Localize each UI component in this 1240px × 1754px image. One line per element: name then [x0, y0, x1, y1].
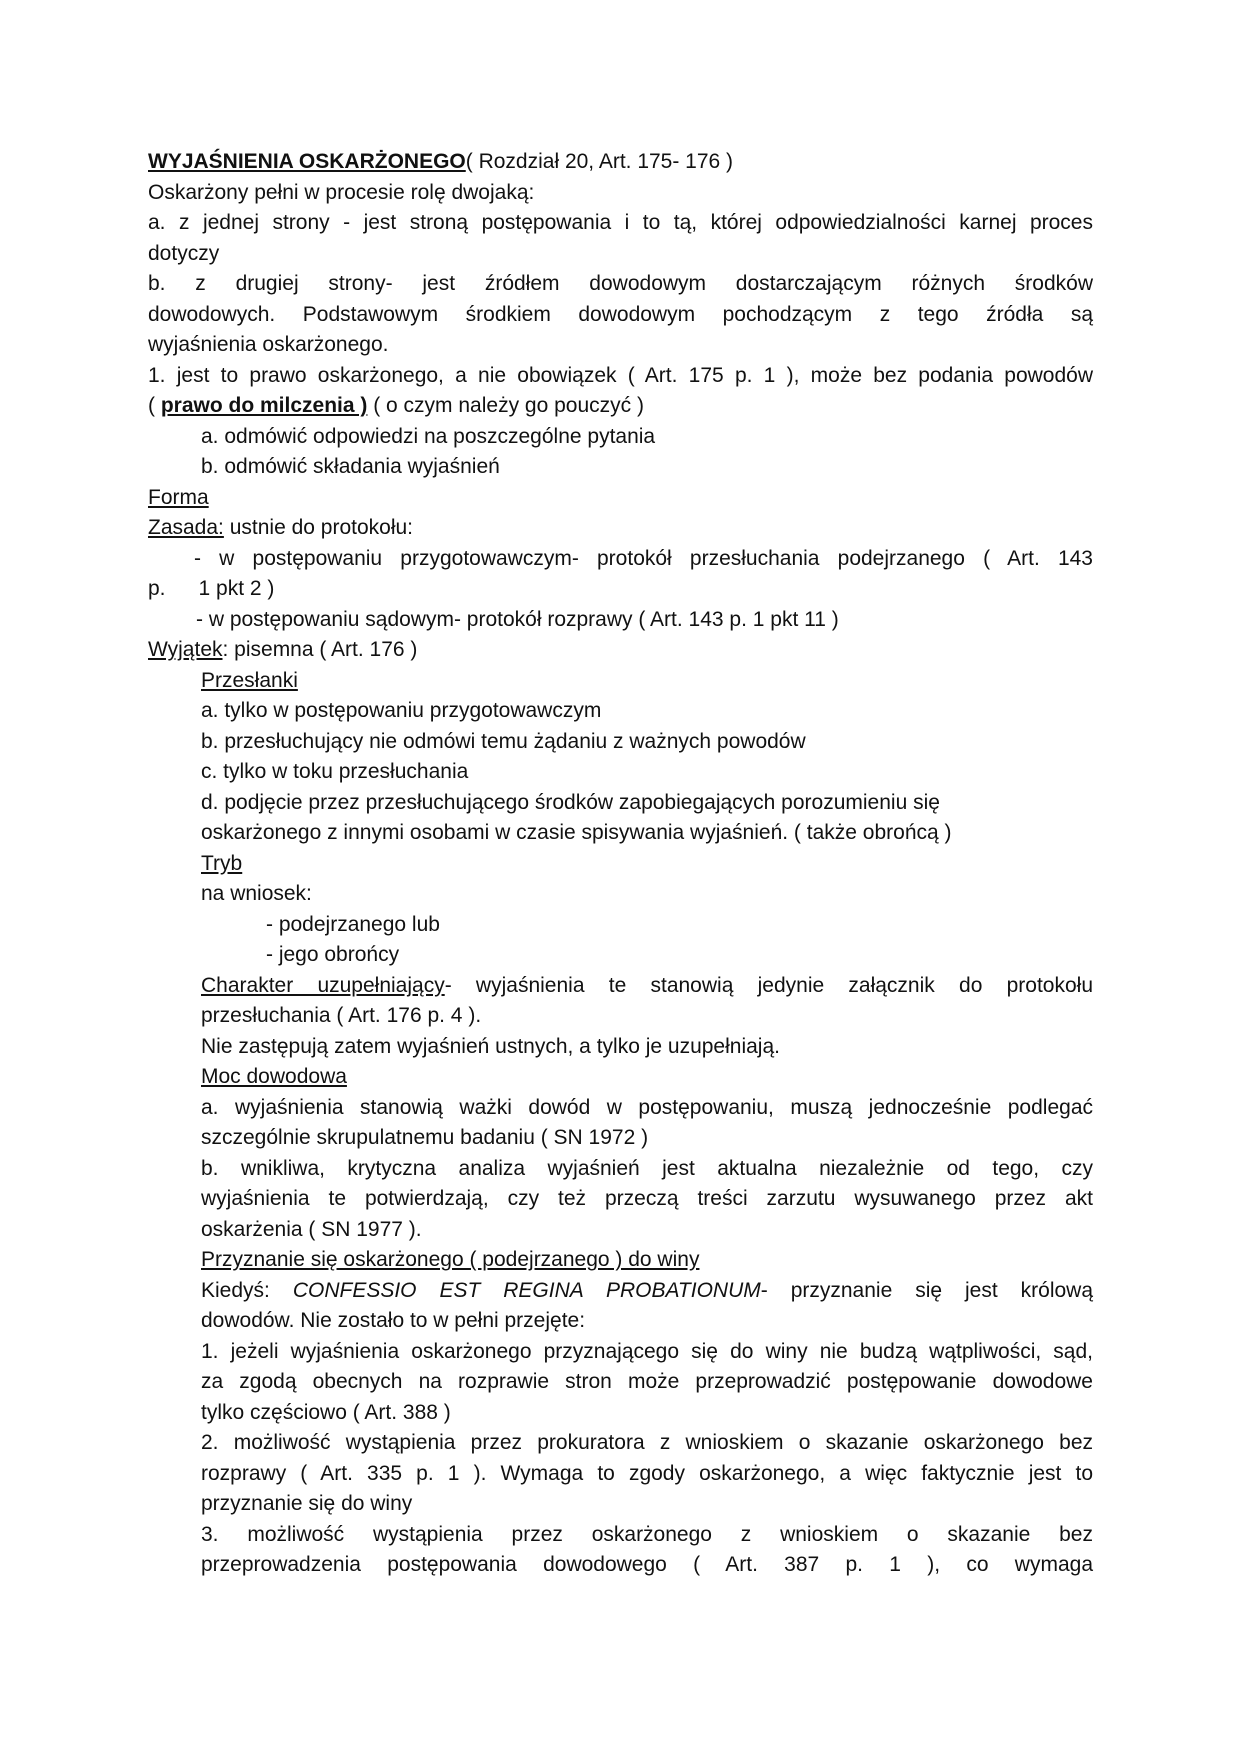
moc-heading: Moc dowodowa: [201, 1065, 347, 1088]
przyznanie-p1-line1: 1. jeżeli wyjaśnienia oskarżonego przyznającego się do winy nie budzą wątpliwości, sąd,: [201, 1339, 1093, 1363]
forma-item1-pkt: 1 pkt 2 ): [198, 577, 275, 600]
forma-item2: - w postępowaniu sądowym- protokół rozprawy ( Art. 143 p. 1 pkt 11 ): [196, 607, 839, 631]
point1-line2: [148, 391, 1093, 422]
przyznanie-kiedys-line1: [148, 1276, 1093, 1307]
tryb-item2: - jego obrońcy: [266, 943, 400, 966]
przyznanie-p1-line3: tylko częściowo ( Art. 388 ): [201, 1400, 451, 1424]
przeslanki-d-line1: d. podjęcie przez przesłuchującego środków zapobiegających porozumieniu się: [201, 790, 940, 814]
tryb-item1: - podejrzanego lub: [266, 912, 440, 936]
przeslanki-heading: Przesłanki: [201, 668, 298, 692]
przyznanie-p2-line2: rozprawy ( Art. 335 p. 1 ). Wymaga to zgody oskarżonego, a więc faktycznie jest to: [201, 1461, 1093, 1485]
right-to-silence-term: prawo do milczenia ): [160, 394, 368, 417]
forma-item1-line1: - w postępowaniu przygotowawczym- protokół przesłuchania podejrzanego ( Art. 143: [194, 546, 1093, 570]
intro-a-line1: a. z jednej strony - jest stroną postępowania i to tą, której odpowiedzialności karnej proces: [148, 211, 1093, 234]
tryb-text: na wniosek:: [201, 882, 312, 905]
zasada-label: Zasada:: [148, 516, 224, 539]
wyjatek-text: : pisemna ( Art. 176 ): [222, 638, 418, 661]
forma-heading: Forma: [148, 485, 209, 509]
document-title: WYJAŚNIENIA OSKARŻONEGO: [148, 150, 466, 173]
intro-line: Oskarżony pełni w procesie rolę dwojaką:: [148, 180, 535, 204]
heading-line: [148, 147, 1093, 178]
przeslanki-d-line2: oskarżonego z innymi osobami w czasie spisywania wyjaśnień. ( także obrońcą ): [201, 821, 952, 844]
forma-item1-line2: [148, 574, 1093, 605]
kiedys-label: Kiedyś:: [201, 1278, 293, 1302]
przyznanie-p2-line3: przyznanie się do winy: [201, 1492, 413, 1515]
kiedys-text: - przyznanie się jest królową: [760, 1278, 1094, 1302]
przeslanki-b: b. przesłuchujący nie odmówi temu żądaniu z ważnych powodów: [201, 729, 806, 753]
przyznanie-p3-line2: przeprowadzenia postępowania dowodowego ( Art. 387 p. 1 ), co wymaga: [201, 1553, 1093, 1576]
przyznanie-kiedys-line2: dowodów. Nie zostało to w pełni przejęte:: [201, 1309, 586, 1332]
point1-option-b: b. odmówić składania wyjaśnień: [201, 455, 500, 478]
moc-b-line2: wyjaśnienia te potwierdzają, czy też przeczą treści zarzutu wysuwanego przez akt: [201, 1187, 1093, 1210]
intro-a-line2: dotyczy: [148, 241, 220, 265]
point1-option-a: a. odmówić odpowiedzi na poszczególne pytania: [201, 424, 656, 448]
moc-a-line1: a. wyjaśnienia stanowią ważki dowód w postępowaniu, muszą jednocześnie podlegać: [201, 1095, 1093, 1119]
przeslanki-a: a. tylko w postępowaniu przygotowawczym: [201, 699, 602, 722]
charakter-label: Charakter uzupełniający: [201, 973, 445, 997]
intro-b-line1: b. z drugiej strony- jest źródłem dowodowym dostarczającym różnych środków: [148, 272, 1093, 295]
point1-line1: 1. jest to prawo oskarżonego, a nie obowiązek ( Art. 175 p. 1 ), może bez podania powodów: [148, 363, 1093, 387]
heading-reference: ( Rozdział 20, Art. 175- 176 ): [465, 150, 734, 173]
charakter-line2: przesłuchania ( Art. 176 p. 4 ).: [201, 1004, 482, 1027]
moc-b-line1: b. wnikliwa, krytyczna analiza wyjaśnień jest aktualna niezależnie od tego, czy: [201, 1156, 1093, 1180]
latin-maxim: CONFESSIO EST REGINA PROBATIONUM: [292, 1278, 761, 1302]
zasada-text: ustnie do protokołu:: [223, 516, 414, 539]
point1-open-paren: (: [148, 394, 161, 417]
zasada-line: [148, 513, 1093, 544]
tryb-heading: Tryb: [201, 851, 243, 875]
przyznanie-p3-line1: 3. możliwość wystąpienia przez oskarżonego z wnioskiem o skazanie bez: [201, 1522, 1093, 1546]
point1-note: ( o czym należy go pouczyć ): [367, 394, 644, 417]
intro-b-line2: dowodowych. Podstawowym środkiem dowodowym pochodzącym z tego źródła są: [148, 302, 1093, 326]
moc-a-line2: szczególnie skrupulatnemu badaniu ( SN 1972 ): [201, 1126, 649, 1149]
przeslanki-c: c. tylko w toku przesłuchania: [201, 760, 469, 783]
charakter-line3: Nie zastępują zatem wyjaśnień ustnych, a tylko je uzupełniają.: [201, 1034, 780, 1058]
intro-b-line3: wyjaśnienia oskarżonego.: [148, 333, 389, 356]
forma-item1-p: p.: [148, 577, 166, 600]
przyznanie-p1-line2: za zgodą obecnych na rozprawie stron może przeprowadzić postępowanie dowodowe: [201, 1370, 1093, 1393]
charakter-line1: [148, 971, 1093, 1002]
moc-b-line3: oskarżenia ( SN 1977 ).: [201, 1217, 422, 1241]
charakter-text: - wyjaśnienia te stanowią jedynie załącznik do protokołu: [444, 973, 1093, 997]
przyznanie-heading: Przyznanie się oskarżonego ( podejrzanego ) do winy: [201, 1248, 700, 1271]
wyjatek-line: [148, 635, 1093, 666]
document-page: [148, 147, 1093, 1581]
przyznanie-p2-line1: 2. możliwość wystąpienia przez prokuratora z wnioskiem o skazanie oskarżonego bez: [201, 1431, 1093, 1454]
wyjatek-label: Wyjątek: [148, 638, 223, 661]
